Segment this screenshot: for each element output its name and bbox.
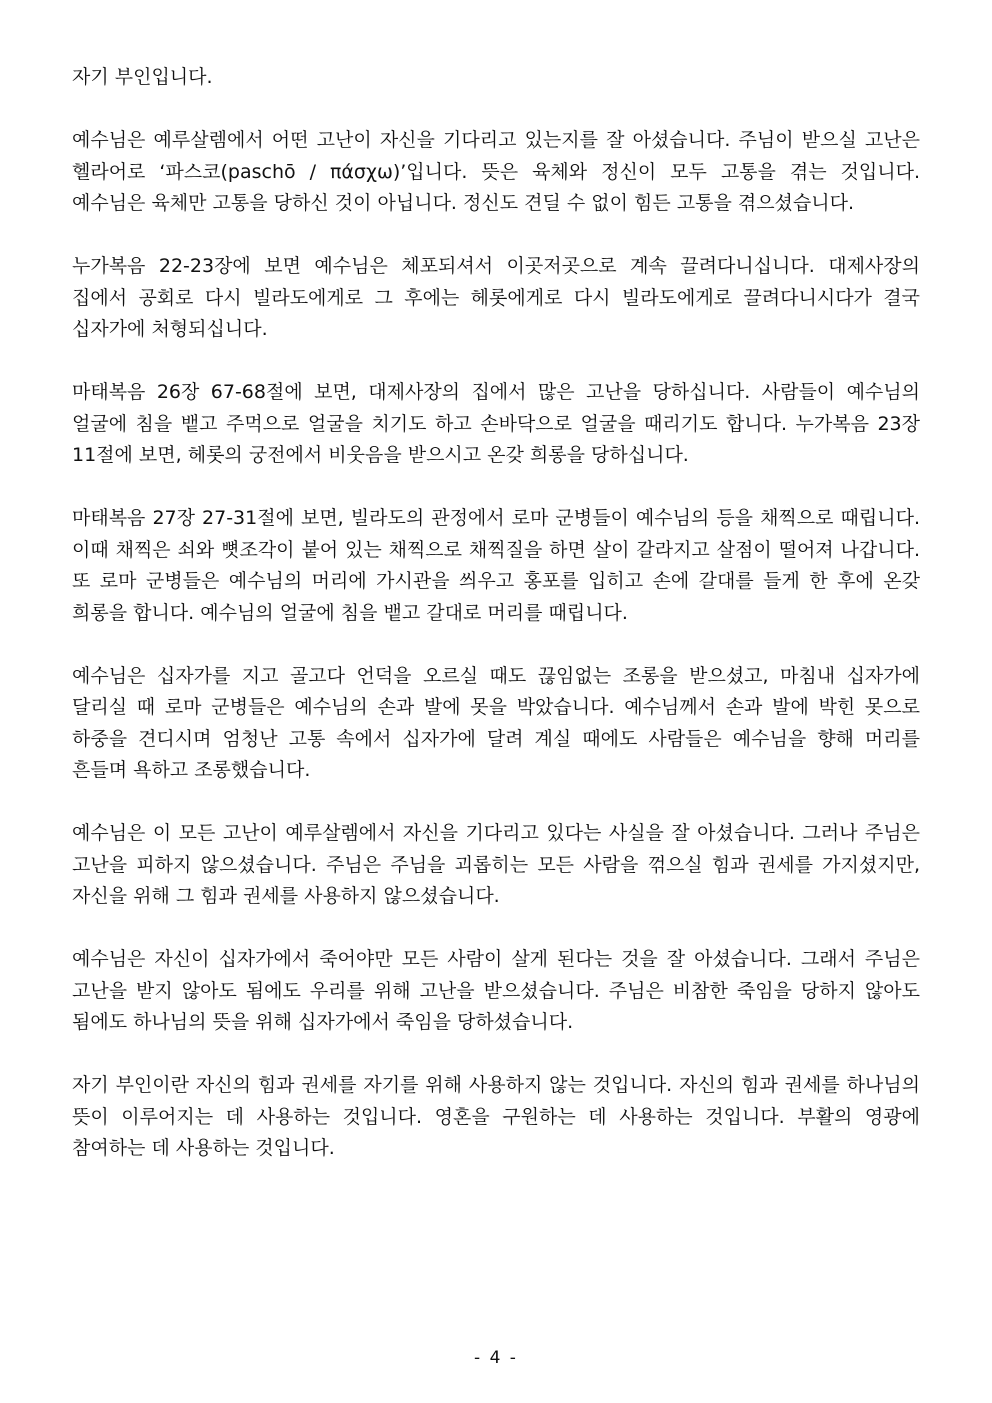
paragraph-9: 자기 부인이란 자신의 힘과 권세를 자기를 위해 사용하지 않는 것입니다. 자신의 힘과 권세를 하나님의 뜻이 이루어지는 데 사용하는 것입니다. 영혼을 구원하는 데 사용하는 것입니다. 부활의 영광에 참여하는 데 사용하는 것입니다. [72,1074,920,1159]
page-number: - 4 - [474,1348,518,1368]
paragraph-3: 누가복음 22-23장에 보면 예수님은 체포되셔서 이곳저곳으로 계속 끌려다니십니다. 대제사장의 집에서 공회로 다시 빌라도에게로 그 후에는 헤롯에게로 다시 빌라도에게로 끌려다니시다가 결국 십자가에 처형되십니다. [72,255,920,340]
paragraph-1: 자기 부인입니다. [72,66,213,88]
paragraph-4: 마태복음 26장 67-68절에 보면, 대제사장의 집에서 많은 고난을 당하십니다. 사람들이 예수님의 얼굴에 침을 뱉고 주먹으로 얼굴을 치기도 하고 손바닥으로 얼굴을 때리기도 합니다. 누가복음 23장 11절에 보면, 헤롯의 궁전에서 비웃음을 받으시고 온갖 희롱을 당하십니다. [72,381,920,466]
paragraph-5: 마태복음 27장 27-31절에 보면, 빌라도의 관정에서 로마 군병들이 예수님의 등을 채찍으로 때립니다. 이때 채찍은 쇠와 뼛조각이 붙어 있는 채찍으로 채찍질을 하면 살이 갈라지고 살점이 떨어져 나갑니다. 또 로마 군병들은 예수님의 머리에 가시관을 씌우고 홍포를 입히고 손에 갈대를 들게 한 후에 온갖 희롱을 합니다. 예수님의 얼굴에 침을 뱉고 갈대로 머리를 때립니다. [72,507,920,624]
paragraph-6: 예수님은 십자가를 지고 골고다 언덕을 오르실 때도 끊임없는 조롱을 받으셨고, 마침내 십자가에 달리실 때 로마 군병들은 예수님의 손과 발에 못을 박았습니다. 예수님께서 손과 발에 박힌 못으로 하중을 견디시며 엄청난 고통 속에서 십자가에 달려 계실 때에도 사람들은 예수님을 향해 머리를 흔들며 욕하고 조롱했습니다. [72,664,920,781]
paragraph-2: 예수님은 예루살렘에서 어떤 고난이 자신을 기다리고 있는지를 잘 아셨습니다. 주님이 받으실 고난은 헬라어로 ‘파스코(paschō / πάσχω)’입니다. 뜻은 육체와 정신이 모두 고통을 겪는 것입니다. 예수님은 육체만 고통을 당하신 것이 아닙니다. 정신도 견딜 수 없이 힘든 고통을 겪으셨습니다. [72,129,920,214]
paragraph-8: 예수님은 자신이 십자가에서 죽어야만 모든 사람이 살게 된다는 것을 잘 아셨습니다. 그래서 주님은 고난을 받지 않아도 됨에도 우리를 위해 고난을 받으셨습니다. 주님은 비참한 죽임을 당하지 않아도 됨에도 하나님의 뜻을 위해 십자가에서 죽임을 당하셨습니다. [72,948,920,1033]
paragraph-7: 예수님은 이 모든 고난이 예루살렘에서 자신을 기다리고 있다는 사실을 잘 아셨습니다. 그러나 주님은 고난을 피하지 않으셨습니다. 주님은 주님을 괴롭히는 모든 사람을 꺾으실 힘과 권세를 가지셨지만, 자신을 위해 그 힘과 권세를 사용하지 않으셨습니다. [72,822,920,907]
document-body [72,62,920,1165]
